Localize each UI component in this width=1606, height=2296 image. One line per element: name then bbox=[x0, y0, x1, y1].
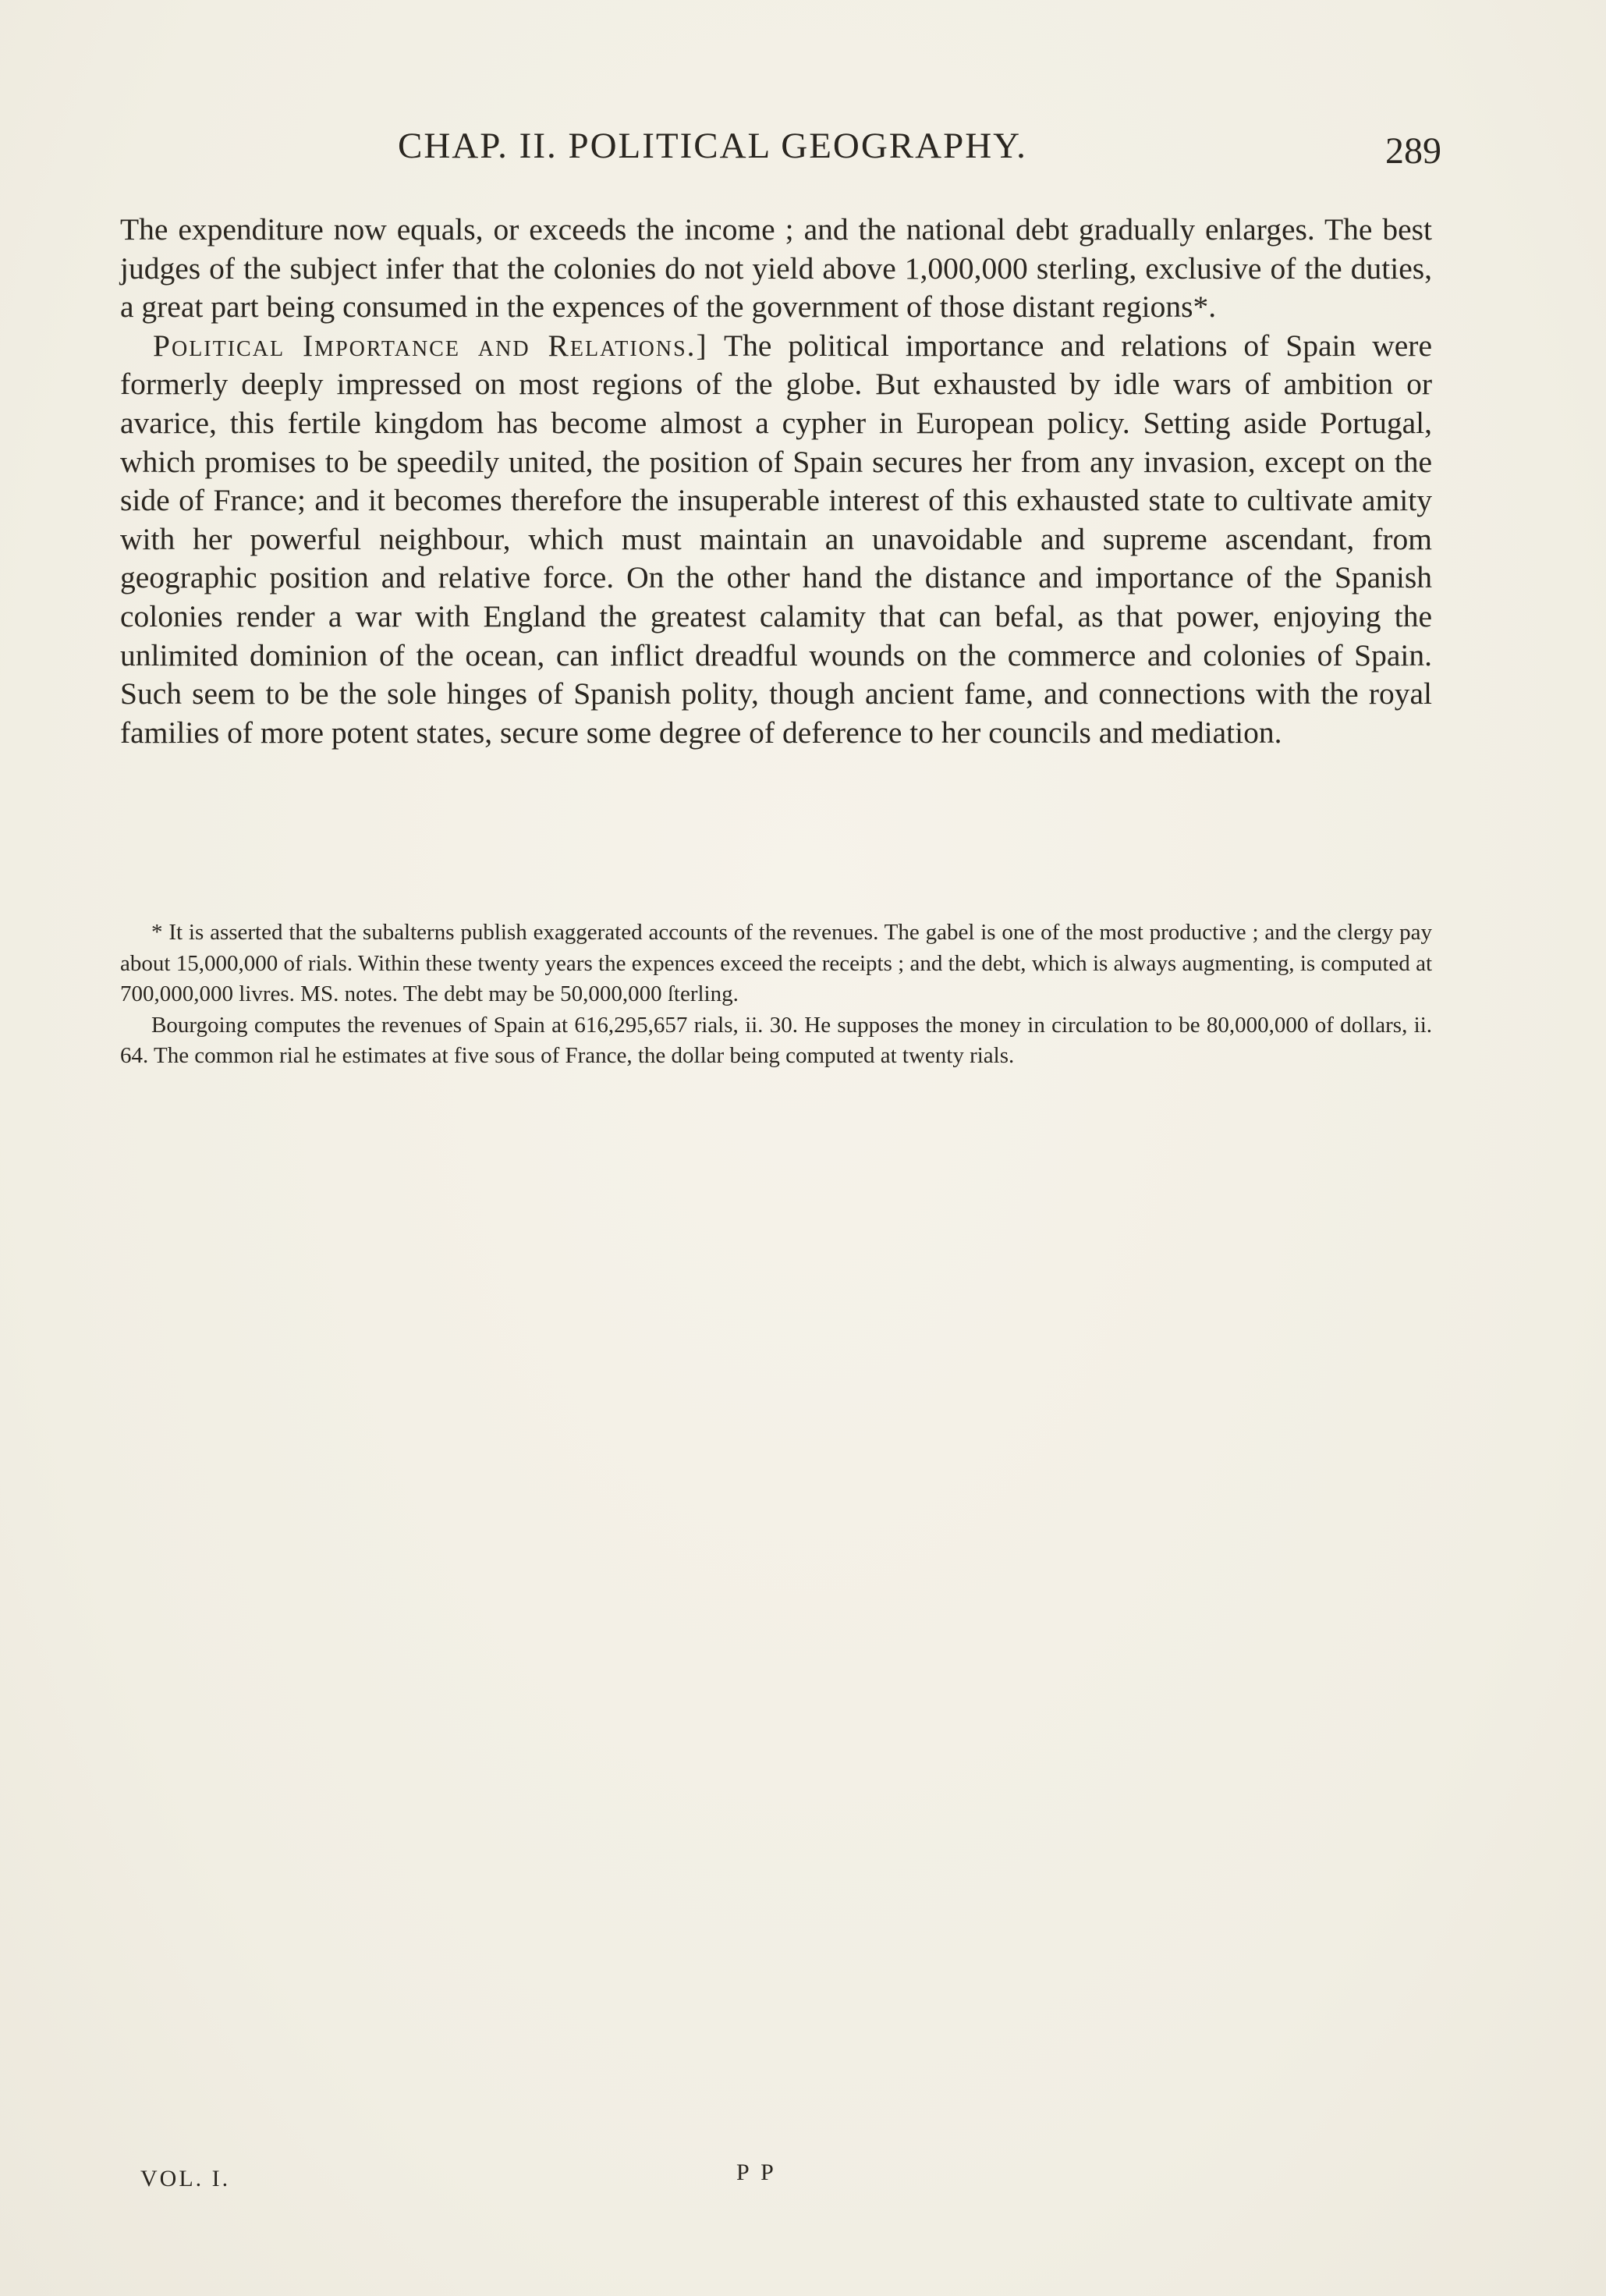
section-heading: Political Importance and Relations.] bbox=[153, 328, 708, 363]
paragraph-expenditure: The expenditure now equals, or exceeds the income ; and the national debt gradually enlarges. The best judges of the subject infer that the colonies do not yield above 1,000,000 sterling, exclusive of the duties, a great part being consumed in the expences of the government of those distant regions*. bbox=[120, 212, 1432, 325]
page-number: 289 bbox=[1385, 130, 1441, 172]
footnotes bbox=[120, 917, 1432, 1072]
paragraph-political-importance bbox=[120, 327, 1432, 753]
main-text bbox=[120, 211, 1432, 752]
running-head: CHAP. II. POLITICAL GEOGRAPHY. bbox=[398, 126, 1027, 166]
paragraph-political-importance-text: The political importance and relations of Spain were formerly deeply impressed on most regions of the globe. But exhausted by idle wars of ambition or avarice, this fertile kingdom has become almost a cypher in European policy. Setting aside Portugal, which promises to be speedily united, the position of Spain secures her from any invasion, except on the side of France; and it becomes therefore the insuperable interest of this exhausted state to cultivate amity with her powerful neighbour, which must maintain an unavoidable and supreme ascendant, from geographic position and relative force. On the other hand the distance and importance of the Spanish colonies render a war with England the greatest calamity that can befal, as that power, enjoying the unlimited dominion of the ocean, can inflict dreadful wounds on the commerce and colonies of Spain. Such seem to be the sole hinges of Spanish polity, though ancient fame, and connections with the royal families of more potent states, secure some degree of deference to her councils and mediation. bbox=[120, 328, 1432, 750]
signature-mark: P P bbox=[736, 2159, 777, 2185]
volume-label: VOL. I. bbox=[140, 2166, 231, 2191]
page-footer bbox=[117, 2159, 1443, 2198]
footnote-revenues: * It is asserted that the subalterns publish exaggerated accounts of the revenues. The gabel is one of the most productive ; and the clergy pay about 15,000,000 of rials. Within these twenty years the expences exceed the receipts ; and the debt, which is always augmenting, is computed at 700,000,000 livres. MS. notes. The debt may be 50,000,000 ſterling. bbox=[120, 920, 1432, 1006]
footnote-bourgoing: Bourgoing computes the revenues of Spain at 616,295,657 rials, ii. 30. He supposes the money in circulation to be 80,000,000 of dollars, ii. 64. The common rial he estimates at five sous of France, the dollar being computed at twenty rials. bbox=[120, 1012, 1432, 1068]
page-header bbox=[117, 125, 1443, 172]
